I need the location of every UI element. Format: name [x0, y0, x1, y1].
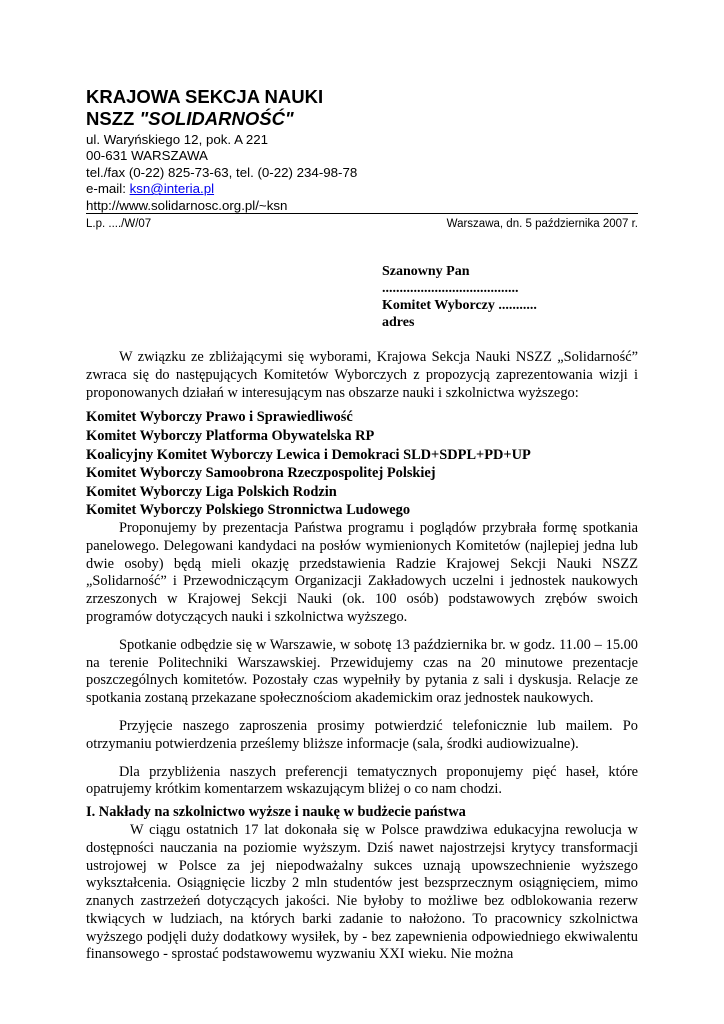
- addressee-block: [382, 263, 537, 331]
- letterhead: [86, 86, 638, 214]
- section-heading: I. Nakłady na szkolnictwo wyższe i naukę w budżecie państwa: [86, 804, 466, 821]
- org-name: KRAJOWA SEKCJA NAUKI: [86, 86, 324, 107]
- addressee-salutation: Szanowny Pan: [382, 264, 470, 279]
- org-union-name: [86, 108, 638, 130]
- org-email-line: [86, 181, 638, 197]
- confirmation-paragraph: Przyjęcie naszego zaproszenia prosimy potwierdzić telefonicznie lub mailem. Po otrzymaniu potwierdzenia prześlemy bliższe informacje (sala, środki audiowizualne).: [86, 717, 638, 752]
- intro-paragraph: W związku ze zbliżającymi się wyborami, Krajowa Sekcja Nauki NSZZ „Solidarność” zwraca się do następujących Komitetów Wyborczych z propozycją zaprezentowania wizji i proponowanych działań w interesującym nas obszarze nauki i szkolnictwa wyższego:: [86, 349, 638, 401]
- letter-body: [86, 349, 638, 964]
- org-union-prefix: NSZZ: [86, 108, 140, 129]
- meeting-paragraph: Spotkanie odbędzie się w Warszawie, w sobotę 13 października br. w godz. 11.00 – 15.00 na terenie Politechniki Warszawskiej. Przewidujemy czas na 20 minutowe prezentacje poszczególnych komitetów. Pozostały czas wypełniły by pytania z sali i dyskusja. Relacje ze spotkania zostaną przekazane społecznościom akademickim oraz jednostek naukowych.: [86, 636, 638, 707]
- org-city: 00-631 WARSZAWA: [86, 148, 208, 164]
- committee-item: Komitet Wyborczy Liga Polskich Rodzin: [86, 483, 337, 500]
- addressee-address: adres: [382, 315, 415, 330]
- committee-item: Komitet Wyborczy Platforma Obywatelska RP: [86, 427, 375, 444]
- committee-item: Komitet Wyborczy Polskiego Stronnictwa Ludowego: [86, 502, 411, 519]
- topics-paragraph: Dla przybliżenia naszych preferencji tematycznych proponujemy pięć haseł, które opatrujemy krótkim komentarzem wskazującym bliżej o co nam chodzi.: [86, 763, 638, 798]
- proposal-paragraph: Proponujemy by prezentacja Państwa programu i poglądów przybrała formę spotkania panelowego. Delegowani kandydaci na posłów wymienionych Komitetów (najlepiej jedna lub dwie osoby) będą mieli okazję przedstawienia Radzie Krajowej Sekcji Nauki NSZZ „Solidarność” i Przewodniczącym Organizacji Zakładowych uczelni i jednostek naukowych zrzeszonych w Krajowej Sekcji Nauki (ok. 100 osób) podstawowych zrębów swoich programów dotyczących nauki i szkolnictwa wyższego.: [86, 519, 638, 625]
- committee-item: Komitet Wyborczy Prawo i Sprawiedliwość: [86, 409, 353, 426]
- committee-list: [86, 408, 638, 520]
- email-link[interactable]: ksn@interia.pl: [129, 181, 215, 197]
- org-phones: tel./fax (0-22) 825-73-63, tel. (0-22) 234-98-78: [86, 164, 358, 180]
- email-label: e-mail:: [86, 181, 130, 197]
- section-paragraph: W ciągu ostatnich 17 lat dokonała się w Polsce prawdziwa edukacyjna rewolucja w dostępności nauczania na poziomie wyższym. Dziś nawet najostrzejsi krytycy transformacji ustrojowej w Polsce za jej niepodważalny sukces uznają upowszechnienie wyższego wykształcenia. Osiągnięcie liczby 2 mln studentów jest bezsprzecznym osiągnięciem, mimo znanych zastrzeżeń dotyczących jakości. Nie byłoby to możliwe bez odblokowania rezerw tkwiących w ludziach, na których barki zadanie to nałożono. To pracownicy szkolnictwa wyższego podjęli duży dodatkowy wysiłek, by - bez zapewnienia odpowiedniego ekwiwalentu finansowego - sprostać podstawowemu wyzwaniu XXI wieku. Nie można: [86, 821, 638, 963]
- committee-item: Koalicyjny Komitet Wyborczy Lewica i Demokraci SLD+SDPL+PD+UP: [86, 446, 531, 463]
- addressee-name: .......................................: [382, 281, 519, 296]
- header-divider: [86, 213, 638, 214]
- place-date: Warszawa, dn. 5 października 2007 r.: [446, 218, 638, 230]
- org-website: http://www.solidarnosc.org.pl/~ksn: [86, 197, 288, 213]
- reference-number: L.p. ..../W/07: [86, 218, 152, 230]
- org-union-italic: "SOLIDARNOŚĆ": [139, 108, 294, 129]
- org-address: ul. Waryńskiego 12, pok. A 221: [86, 132, 269, 147]
- addressee-committee: Komitet Wyborczy ...........: [382, 298, 537, 313]
- committee-item: Komitet Wyborczy Samoobrona Rzeczpospolitej Polskiej: [86, 465, 436, 482]
